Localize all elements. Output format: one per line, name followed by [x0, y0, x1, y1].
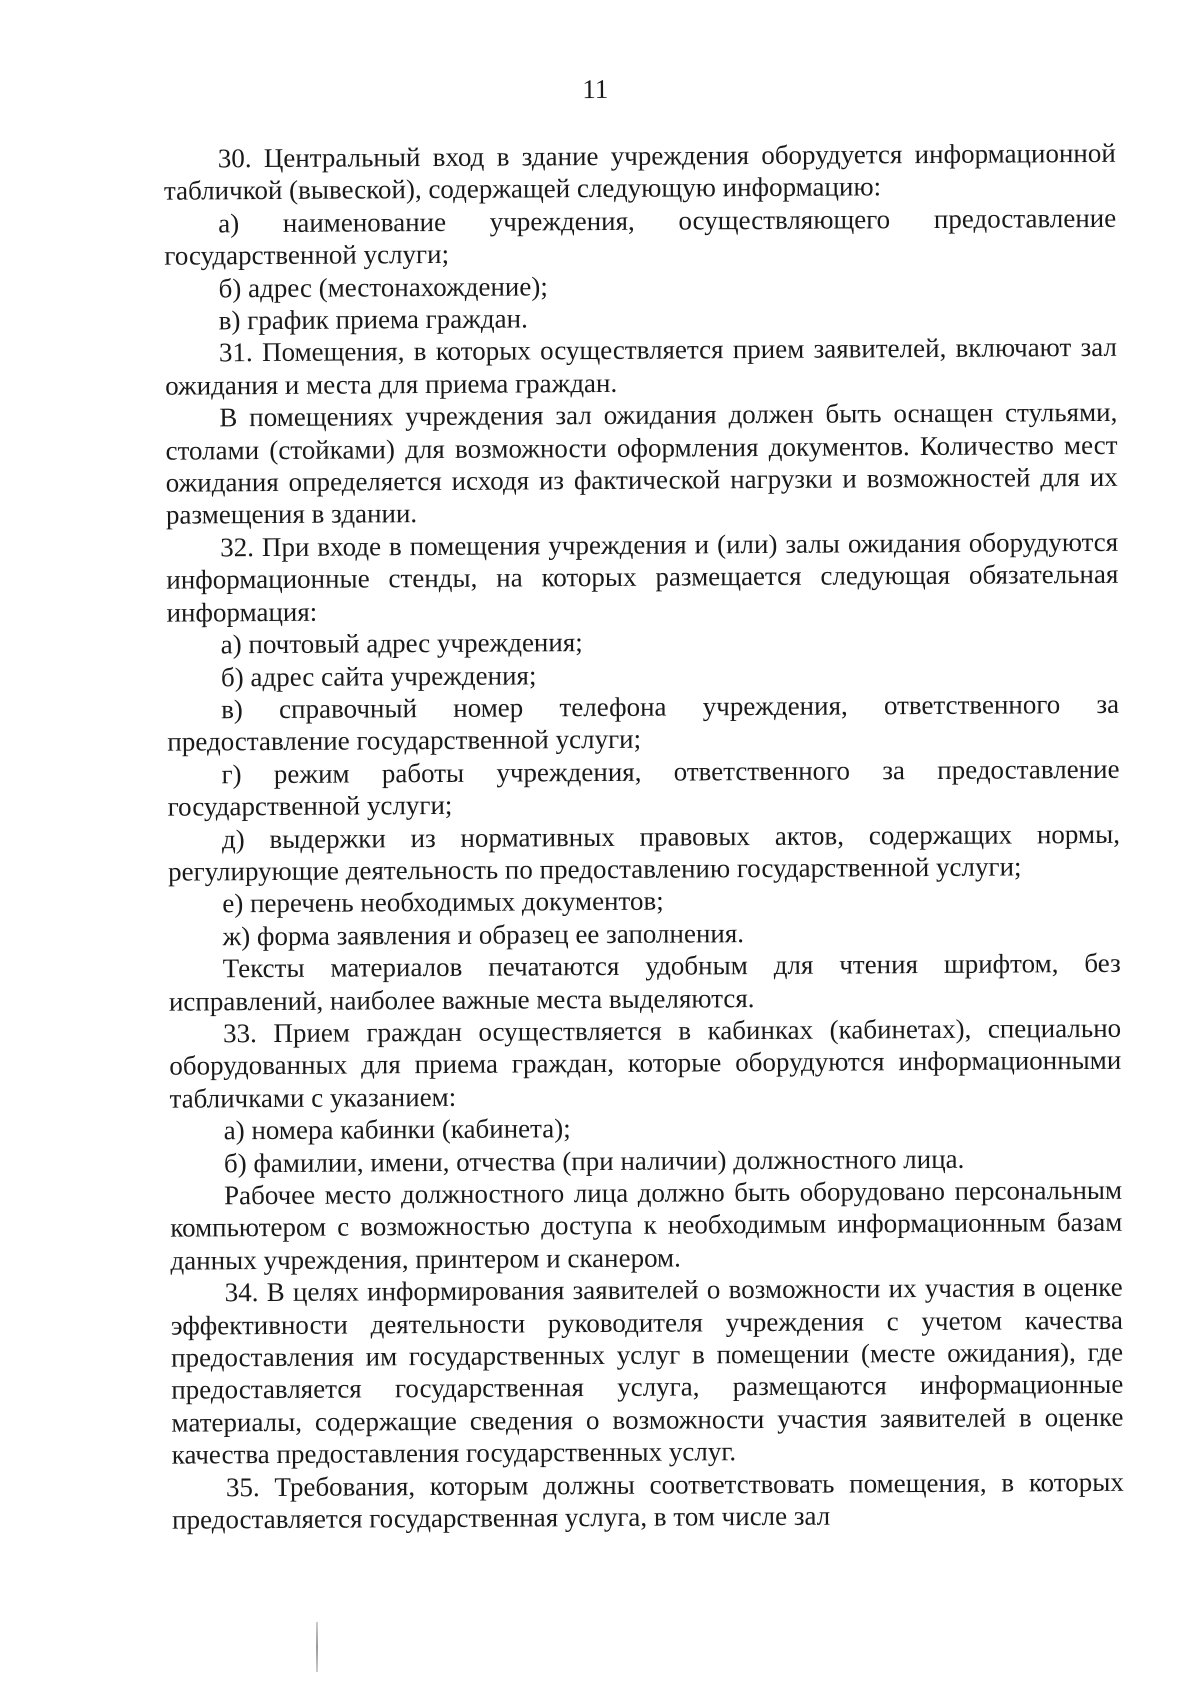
paragraph-33-workplace: Рабочее место должностного лица должно быть оборудовано персональным компьютером с возможностью доступа к необходимым информационным базам данных учреждения, принтером и сканером.: [170, 1174, 1123, 1276]
paragraph-35: 35. Требования, которым должны соответствовать помещения, в которых предоставляется государственная услуга, в том числе зал: [171, 1466, 1124, 1535]
list-item-33a: а) номера кабинки (кабинета);: [223, 1113, 571, 1146]
paragraph-32-texts: Тексты материалов печатаются удобным для чтения шрифтом, без исправлений, наиболее важные места выделяются.: [168, 947, 1121, 1017]
paragraph-31-waiting-hall: В помещениях учреждения зал ожидания должен быть оснащен стульями, столами (стойками) для возможности оформления документов. Количество мест ожидания определяется исходя из фактической нагрузки и возможностей для их размещения в здании.: [165, 397, 1118, 531]
list-item-30b: б) адрес (местонахождение);: [218, 270, 548, 303]
paragraph-30: 30. Центральный вход в здание учреждения оборудуется информационной табличкой (вывеской), содержащей следующую информацию:: [163, 137, 1116, 207]
paragraph-31: 31. Помещения, в которых осуществляется прием заявителей, включают зал ожидания и места для приема граждан.: [165, 332, 1118, 401]
list-item-32b: б) адрес сайта учреждения;: [220, 659, 537, 692]
paragraph-34: 34. В целях информирования заявителей о возможности их участия в оценке эффективности деятельности руководителя учреждения с учетом качества предоставления им государственных услуг в помещении (месте ожидания), где предоставляется государственная услуга, размещаются информационные материалы, содержащие сведения о возможности участия заявителей в оценке качества предоставления государственных услуг.: [170, 1272, 1124, 1470]
list-item-32d: г) режим работы учреждения, ответственного за предоставление государственной услуги;: [167, 753, 1120, 822]
list-item-30a: а) наименование учреждения, осуществляющего предоставление государственной услуги;: [164, 202, 1117, 271]
list-item-33b: б) фамилии, имени, отчества (при наличии) должностного лица.: [223, 1143, 965, 1178]
list-item-30c: в) график приема граждан.: [218, 303, 528, 336]
list-item-32f: е) перечень необходимых документов;: [222, 885, 664, 919]
page-number: 11: [582, 73, 609, 105]
paragraph-32: 32. При входе в помещения учреждения и (или) залы ожидания оборудуются информационные стенды, на которых размещается следующая обязательная информация:: [166, 526, 1119, 628]
paragraph-33: 33. Прием граждан осуществляется в кабинках (кабинетах), специально оборудованных для приема граждан, которые оборудуются информационными табличками с указанием:: [169, 1012, 1122, 1114]
list-item-32a: а) почтовый адрес учреждения;: [220, 627, 583, 660]
document-body: [164, 137, 1124, 1536]
list-item-32e: д) выдержки из нормативных правовых актов, содержащих нормы, регулирующие деятельность по предоставлению государственной услуги;: [168, 818, 1120, 887]
scan-artifact-line: [316, 1622, 318, 1672]
list-item-32g: ж) форма заявления и образец ее заполнения.: [222, 917, 745, 952]
list-item-32c: в) справочный номер телефона учреждения, ответственного за предоставление государственной услуги;: [167, 688, 1120, 757]
